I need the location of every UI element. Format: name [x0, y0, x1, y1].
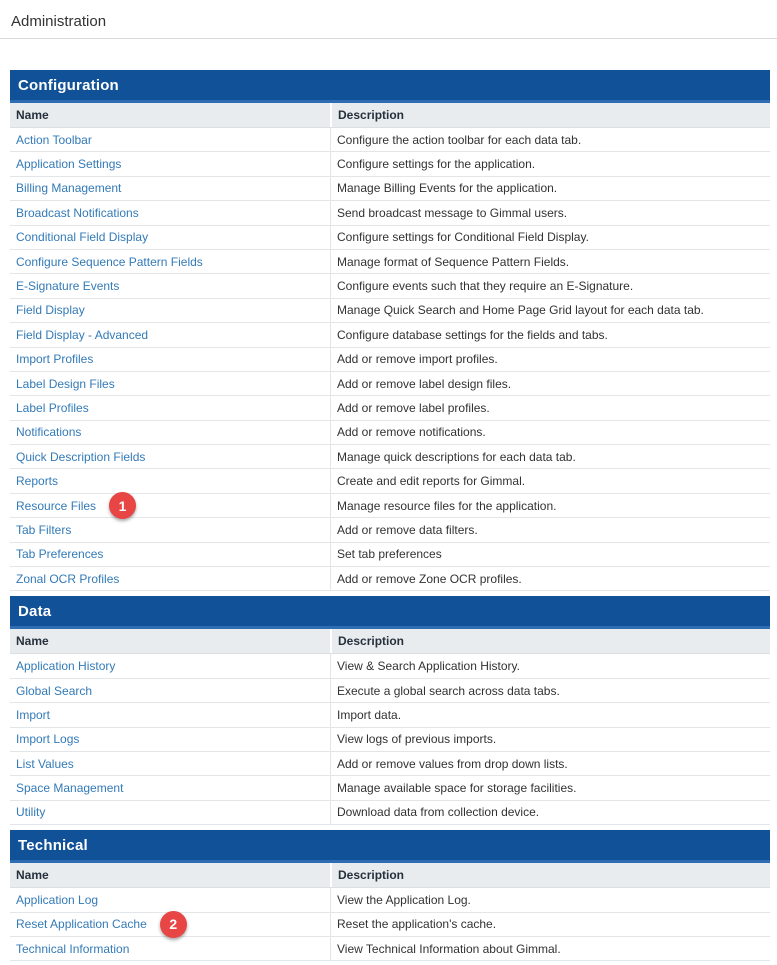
column-header-name: Name: [16, 868, 49, 883]
row-description: Download data from collection device.: [330, 801, 770, 824]
table-rows: [10, 128, 770, 591]
row-link[interactable]: Billing Management: [16, 181, 122, 196]
name-cell: [10, 567, 330, 590]
row-description: Set tab preferences: [330, 543, 770, 566]
row-link[interactable]: Broadcast Notifications: [16, 205, 139, 220]
row-description: View & Search Application History.: [330, 654, 770, 677]
table-row: [10, 654, 770, 678]
name-cell: [10, 679, 330, 702]
table-row: [10, 703, 770, 727]
row-description: Add or remove Zone OCR profiles.: [330, 567, 770, 590]
name-cell: [10, 421, 330, 444]
row-link[interactable]: Resource Files: [16, 498, 97, 513]
table-row: [10, 372, 770, 396]
row-link[interactable]: Import: [16, 707, 51, 722]
table-row: [10, 728, 770, 752]
row-link[interactable]: Reports: [16, 474, 59, 489]
row-link[interactable]: Configure Sequence Pattern Fields: [16, 254, 203, 269]
section-title: Technical: [18, 836, 88, 854]
table-row: [10, 567, 770, 591]
table-row: [10, 445, 770, 469]
row-description: Manage quick descriptions for each data tab.: [330, 445, 770, 468]
name-cell: [10, 396, 330, 419]
row-link[interactable]: Label Design Files: [16, 376, 115, 391]
name-cell: [10, 703, 330, 726]
table-row: [10, 421, 770, 445]
section-technical: [10, 830, 770, 961]
admin-sections: [10, 70, 770, 961]
table-row: [10, 494, 770, 518]
name-cell: [10, 226, 330, 249]
row-link[interactable]: Zonal OCR Profiles: [16, 571, 120, 586]
name-cell: [10, 543, 330, 566]
title-divider: [0, 38, 777, 39]
section-title: Configuration: [18, 76, 119, 94]
name-cell: [10, 518, 330, 541]
row-link[interactable]: Global Search: [16, 683, 93, 698]
table-row: [10, 543, 770, 567]
name-cell: [10, 274, 330, 297]
name-cell: [10, 348, 330, 371]
table-row: [10, 201, 770, 225]
table-row: [10, 128, 770, 152]
table-row: [10, 913, 770, 937]
page-title: Administration: [11, 13, 107, 30]
row-description: Manage Billing Events for the application.: [330, 177, 770, 200]
row-link[interactable]: Application History: [16, 659, 116, 674]
row-link[interactable]: E-Signature Events: [16, 279, 120, 294]
name-cell: [10, 445, 330, 468]
name-cell: [10, 469, 330, 492]
column-header-row: [10, 103, 770, 128]
row-link[interactable]: Utility: [16, 805, 46, 820]
row-description: Add or remove label design files.: [330, 372, 770, 395]
table-row: [10, 323, 770, 347]
name-cell: [10, 728, 330, 751]
row-link[interactable]: Application Log: [16, 892, 99, 907]
row-description: Reset the application's cache.: [330, 913, 770, 936]
name-cell: [10, 776, 330, 799]
row-description: Configure database settings for the fields and tabs.: [330, 323, 770, 346]
row-description: Configure settings for the application.: [330, 152, 770, 175]
row-link[interactable]: Technical Information: [16, 941, 130, 956]
table-row: [10, 752, 770, 776]
row-description: Add or remove label profiles.: [330, 396, 770, 419]
row-link[interactable]: Quick Description Fields: [16, 449, 146, 464]
table-row: [10, 299, 770, 323]
name-cell: [10, 937, 330, 960]
row-link[interactable]: Reset Application Cache: [16, 917, 147, 932]
row-description: View logs of previous imports.: [330, 728, 770, 751]
section-header: [10, 596, 770, 629]
table-row: [10, 250, 770, 274]
row-link[interactable]: Import Profiles: [16, 352, 94, 367]
name-cell: [10, 128, 330, 151]
row-link[interactable]: List Values: [16, 756, 74, 771]
row-description: Manage format of Sequence Pattern Fields.: [330, 250, 770, 273]
section-title: Data: [18, 602, 52, 620]
name-cell: [10, 299, 330, 322]
column-header-row: [10, 629, 770, 654]
row-link[interactable]: Field Display: [16, 303, 85, 318]
row-description: Add or remove import profiles.: [330, 348, 770, 371]
name-cell: [10, 494, 330, 517]
row-description: Manage resource files for the application.: [330, 494, 770, 517]
row-link[interactable]: Field Display - Advanced: [16, 327, 149, 342]
table-rows: [10, 888, 770, 961]
row-description: Add or remove values from drop down lists.: [330, 752, 770, 775]
row-link[interactable]: Notifications: [16, 425, 82, 440]
table-row: [10, 679, 770, 703]
row-description: Manage available space for storage facilities.: [330, 776, 770, 799]
name-cell: [10, 152, 330, 175]
table-row: [10, 518, 770, 542]
row-description: View the Application Log.: [330, 888, 770, 911]
column-header-description: Description: [330, 863, 770, 887]
section-configuration: [10, 70, 770, 591]
row-description: Manage Quick Search and Home Page Grid layout for each data tab.: [330, 299, 770, 322]
name-cell: [10, 201, 330, 224]
table-row: [10, 888, 770, 912]
row-link[interactable]: Import Logs: [16, 732, 80, 747]
column-header-name: Name: [16, 108, 49, 122]
name-cell: [10, 752, 330, 775]
table-row: [10, 396, 770, 420]
row-description: Configure the action toolbar for each data tab.: [330, 128, 770, 151]
name-cell: [10, 177, 330, 200]
table-row: [10, 801, 770, 825]
row-description: View Technical Information about Gimmal.: [330, 937, 770, 960]
table-row: [10, 152, 770, 176]
column-header-description: Description: [330, 103, 770, 127]
row-description: Configure settings for Conditional Field Display.: [330, 226, 770, 249]
row-description: Add or remove data filters.: [330, 518, 770, 541]
row-link[interactable]: Action Toolbar: [16, 132, 92, 147]
row-link[interactable]: Label Profiles: [16, 400, 89, 415]
column-header-name: Name: [16, 634, 49, 649]
row-link[interactable]: Tab Preferences: [16, 547, 104, 562]
name-cell: [10, 654, 330, 677]
name-cell: [10, 250, 330, 273]
row-description: Send broadcast message to Gimmal users.: [330, 201, 770, 224]
table-row: [10, 274, 770, 298]
section-header: [10, 70, 770, 103]
name-cell: [10, 372, 330, 395]
row-link[interactable]: Space Management: [16, 781, 124, 796]
step-badge: 1: [109, 492, 136, 519]
row-description: Configure events such that they require an E-Signature.: [330, 274, 770, 297]
section-data: [10, 596, 770, 825]
table-row: [10, 226, 770, 250]
table-row: [10, 469, 770, 493]
row-link[interactable]: Conditional Field Display: [16, 230, 149, 245]
row-description: Import data.: [330, 703, 770, 726]
table-row: [10, 776, 770, 800]
row-link[interactable]: Tab Filters: [16, 522, 72, 537]
column-header-description: Description: [330, 629, 770, 653]
table-row: [10, 177, 770, 201]
table-row: [10, 348, 770, 372]
table-row: [10, 937, 770, 961]
name-cell: [10, 913, 330, 936]
row-link[interactable]: Application Settings: [16, 157, 122, 172]
row-description: Create and edit reports for Gimmal.: [330, 469, 770, 492]
name-cell: [10, 888, 330, 911]
name-cell: [10, 801, 330, 824]
section-header: [10, 830, 770, 863]
column-header-row: [10, 863, 770, 888]
row-description: Add or remove notifications.: [330, 421, 770, 444]
name-cell: [10, 323, 330, 346]
step-badge: 2: [160, 911, 187, 938]
row-description: Execute a global search across data tabs.: [330, 679, 770, 702]
table-rows: [10, 654, 770, 825]
